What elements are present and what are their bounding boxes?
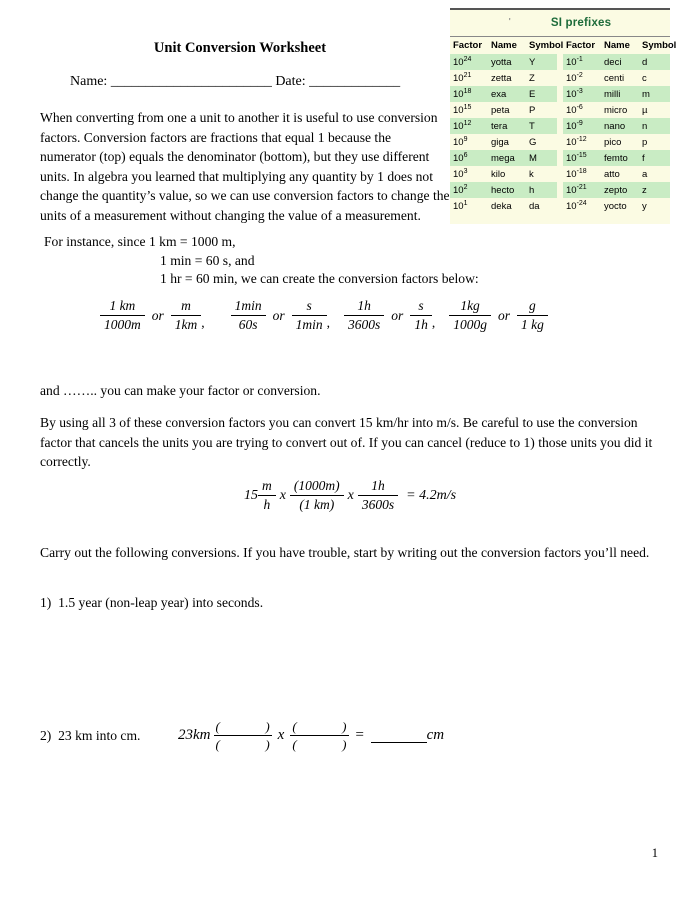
si-prefix-name: peta [491, 104, 510, 116]
col-header-symbol: Symbol [642, 40, 677, 51]
instance-line-1: For instance, since 1 km = 1000 m, [44, 234, 236, 249]
conversion-factors-row [100, 298, 680, 333]
si-prefix-symbol: Z [529, 72, 535, 84]
si-prefix-name: deka [491, 200, 512, 212]
fraction-denominator: 60s [231, 315, 266, 333]
si-prefix-symbol: z [642, 184, 647, 196]
conversion-fraction-a [449, 298, 491, 333]
fraction-numerator: s [306, 298, 312, 313]
si-factor-value: $10^3$ [453, 167, 468, 180]
si-prefix-symbol: M [529, 152, 537, 164]
si-factor-value: $10^{15}$ [453, 103, 472, 116]
si-factor-value: $10^{-1}$ [566, 55, 583, 68]
fraction-denominator: 3600s [344, 315, 384, 333]
si-prefix-row [450, 118, 557, 134]
conversion-or-label: or [272, 307, 285, 323]
si-prefix-symbol: G [529, 136, 537, 148]
col-header-name: Name [491, 40, 517, 51]
q2-blank-fraction-2[interactable] [290, 719, 348, 752]
si-prefix-name: giga [491, 136, 509, 148]
fraction-numerator: g [529, 298, 536, 313]
conversion-fraction-b [410, 298, 432, 333]
and-paragraph: and …….. you can make your factor or conversion. [40, 383, 321, 398]
fraction-denominator: 1km [171, 315, 202, 333]
si-prefix-symbol: f [642, 152, 645, 164]
si-prefix-symbol: T [529, 120, 535, 132]
si-factor-value: $10^{-2}$ [566, 71, 583, 84]
fraction-numerator: 1h [357, 298, 371, 313]
q2-answer-blank[interactable] [371, 729, 427, 743]
conversion-or-label: or [391, 307, 404, 323]
q2-f2-denominator-blank[interactable]: ( ) [292, 737, 347, 752]
equation-multiply-1: x [279, 487, 286, 503]
q2-equals-sign: = [354, 727, 365, 743]
si-factor-value: $10^9$ [453, 135, 468, 148]
question-1-text: 1.5 year (non-leap year) into seconds. [58, 595, 264, 610]
si-prefix-symbol: µ [642, 104, 648, 116]
si-prefix-symbol: y [642, 200, 647, 212]
conversion-comma: , [201, 315, 205, 330]
si-prefix-name: yocto [604, 200, 627, 212]
equation-fraction-3 [358, 478, 398, 513]
q2-multiply-op: x [277, 727, 285, 743]
fraction-denominator: 1 kg [517, 315, 548, 333]
page-title: Unit Conversion Worksheet [153, 40, 327, 56]
question-2-text: 23 km into cm. [58, 728, 141, 743]
si-prefix-name: tera [491, 120, 508, 132]
fraction-numerator: 1min [234, 298, 262, 313]
si-table-caption [450, 10, 670, 37]
col-header-factor: Factor [566, 40, 596, 51]
si-left-rows [450, 54, 557, 214]
si-factor-value: $10^{-15}$ [566, 151, 587, 164]
si-prefix-name: deci [604, 56, 622, 68]
si-prefix-row [563, 118, 670, 134]
si-factor-value: $10^6$ [453, 151, 468, 164]
si-prefix-name: micro [604, 104, 628, 116]
si-factor-value: $10^{-3}$ [566, 87, 583, 100]
question-2-number: 2) [40, 728, 52, 743]
si-prefix-symbol: d [642, 56, 648, 68]
si-prefix-row [450, 166, 557, 182]
fraction-numerator: m [181, 298, 191, 313]
si-table-left-half [450, 37, 564, 214]
fraction-numerator: m [261, 478, 272, 493]
page-number: 1 [651, 846, 658, 860]
fraction-denominator: 1min [292, 315, 327, 333]
si-prefix-symbol: h [529, 184, 535, 196]
si-factor-value: $10^1$ [453, 199, 468, 212]
si-prefix-name: hecto [491, 184, 515, 196]
fraction-denominator: 1h [410, 315, 432, 333]
si-prefix-name: mega [491, 152, 515, 164]
si-prefix-symbol: p [642, 136, 648, 148]
q2-f2-numerator-blank[interactable]: ( ) [292, 719, 347, 734]
si-prefix-name: yotta [491, 56, 512, 68]
si-prefix-row [563, 54, 670, 70]
si-prefix-symbol: n [642, 120, 648, 132]
si-prefix-row [563, 182, 670, 198]
si-table-right-half [563, 37, 677, 214]
conversion-fraction-b [517, 298, 548, 333]
equation-fraction-2 [290, 478, 344, 513]
si-factor-value: $10^{21}$ [453, 71, 472, 84]
worked-example-equation [0, 478, 700, 513]
si-factor-value: $10^{-24}$ [566, 199, 587, 212]
q2-quantity: 23km [178, 727, 211, 743]
fraction-denominator: 1000g [449, 315, 491, 333]
si-prefix-symbol: E [529, 88, 536, 100]
si-prefix-name: centi [604, 72, 625, 84]
q2-blank-fraction-1[interactable] [214, 719, 272, 752]
si-prefix-row [563, 86, 670, 102]
equation-lead-value: 15 [243, 487, 258, 503]
si-right-rows [563, 54, 670, 214]
caption-tick-mark: ' [508, 17, 511, 26]
si-prefix-symbol: k [529, 168, 534, 180]
si-prefixes-table [450, 8, 677, 224]
conversion-comma: , [326, 315, 331, 330]
carry-out-paragraph: Carry out the following conversions. If you have trouble, start by writing out the conversion factors you’ll need. [40, 545, 650, 560]
q2-f1-denominator-blank[interactable]: ( ) [215, 737, 270, 752]
question-1 [40, 593, 440, 613]
si-header-row-right [563, 37, 677, 54]
si-prefix-name: pico [604, 136, 622, 148]
fraction-denominator: 1000m [100, 315, 145, 333]
by-using-paragraph: By using all 3 of these conversion factors you can convert 15 km/hr into m/s. Be careful to use the conversion factor that cancels the units you are trying to convert out of. If you can cancel (reduce to 1) those units you did it correctly. [40, 415, 653, 470]
si-factor-value: $10^{24}$ [453, 55, 472, 68]
si-prefix-symbol: Y [529, 56, 536, 68]
si-prefix-symbol: da [529, 200, 540, 212]
si-factor-value: $10^{-9}$ [566, 119, 583, 132]
si-factor-value: $10^{18}$ [453, 87, 472, 100]
si-prefix-name: zetta [491, 72, 512, 84]
si-prefix-row [450, 70, 557, 86]
si-prefix-row [563, 198, 670, 214]
si-prefix-row [563, 134, 670, 150]
si-factor-value: $10^2$ [453, 183, 468, 196]
conversion-comma: , [431, 315, 436, 330]
si-prefix-name: zepto [604, 184, 628, 196]
si-prefix-row [450, 134, 557, 150]
equation-fraction-1 [258, 478, 276, 513]
si-prefix-row [563, 166, 670, 182]
fraction-denominator: h [258, 495, 276, 513]
si-prefix-row [450, 102, 557, 118]
si-prefix-symbol: P [529, 104, 536, 116]
conversion-fraction-a [100, 298, 145, 333]
col-header-symbol: Symbol [529, 40, 564, 51]
equation-result: = 4.2m/s [406, 487, 457, 503]
si-factor-value: $10^{-21}$ [566, 183, 587, 196]
si-prefix-name: kilo [491, 168, 506, 180]
intro-paragraph: When converting from one a unit to another it is useful to use conversion factors. Conversion factors are fractions that equal 1 because the numerator (top) equals the denominator (bottom), but they use different units. In algebra you learned that multiplying any quantity by 1 does not change the quantity’s value, so we can use conversion factors to change the units of a measurement without changing the value of a measurement. [40, 110, 450, 223]
si-table-body [450, 37, 677, 224]
si-caption-text: SI prefixes [550, 17, 612, 29]
conversion-fraction-a [231, 298, 266, 333]
name-date-line: Name: _______________________ Date: _____________ [70, 74, 401, 89]
q2-f1-numerator-blank[interactable]: ( ) [215, 719, 270, 734]
si-prefix-row [450, 54, 557, 70]
si-prefix-row [563, 70, 670, 86]
si-factor-value: $10^{-18}$ [566, 167, 587, 180]
si-prefix-row [450, 150, 557, 166]
si-prefix-symbol: a [642, 168, 648, 180]
question-2-expression [178, 719, 444, 752]
q2-answer-unit: cm [426, 727, 445, 743]
si-prefix-name: milli [604, 88, 621, 100]
si-prefix-row [450, 182, 557, 198]
si-prefix-symbol: c [642, 72, 647, 84]
fraction-numerator: 1h [371, 478, 385, 493]
si-prefix-symbol: m [642, 88, 650, 100]
conversion-or-label: or [497, 307, 510, 323]
si-header-row-left [450, 37, 564, 54]
si-prefix-row [563, 150, 670, 166]
instance-line-3: 1 hr = 60 min, we can create the conversion factors below: [160, 271, 479, 286]
instance-line-2: 1 min = 60 s, and [160, 253, 255, 268]
col-header-name: Name [604, 40, 630, 51]
conversion-fraction-b [171, 298, 205, 333]
si-prefix-row [450, 86, 557, 102]
equation-multiply-2: x [347, 487, 354, 503]
fraction-denominator: (1 km) [290, 495, 344, 513]
si-prefix-name: exa [491, 88, 507, 100]
fraction-numerator: s [418, 298, 424, 313]
si-prefix-row [563, 102, 670, 118]
fraction-numerator: (1000m) [293, 478, 340, 493]
si-factor-value: $10^{12}$ [453, 119, 472, 132]
si-factor-value: $10^{-12}$ [566, 135, 587, 148]
question-1-number: 1) [40, 595, 52, 610]
question-2 [40, 726, 140, 746]
fraction-numerator: 1kg [460, 298, 480, 313]
si-factor-value: $10^{-6}$ [566, 103, 583, 116]
fraction-denominator: 3600s [358, 495, 398, 513]
conversion-or-label: or [151, 307, 164, 323]
col-header-factor: Factor [453, 40, 483, 51]
si-prefix-name: nano [604, 120, 626, 132]
conversion-fraction-b [292, 298, 327, 333]
conversion-fraction-a [344, 298, 384, 333]
si-prefix-name: atto [604, 168, 620, 180]
si-prefix-name: femto [604, 152, 628, 164]
fraction-numerator: 1 km [109, 298, 136, 313]
si-prefix-row [450, 198, 557, 214]
